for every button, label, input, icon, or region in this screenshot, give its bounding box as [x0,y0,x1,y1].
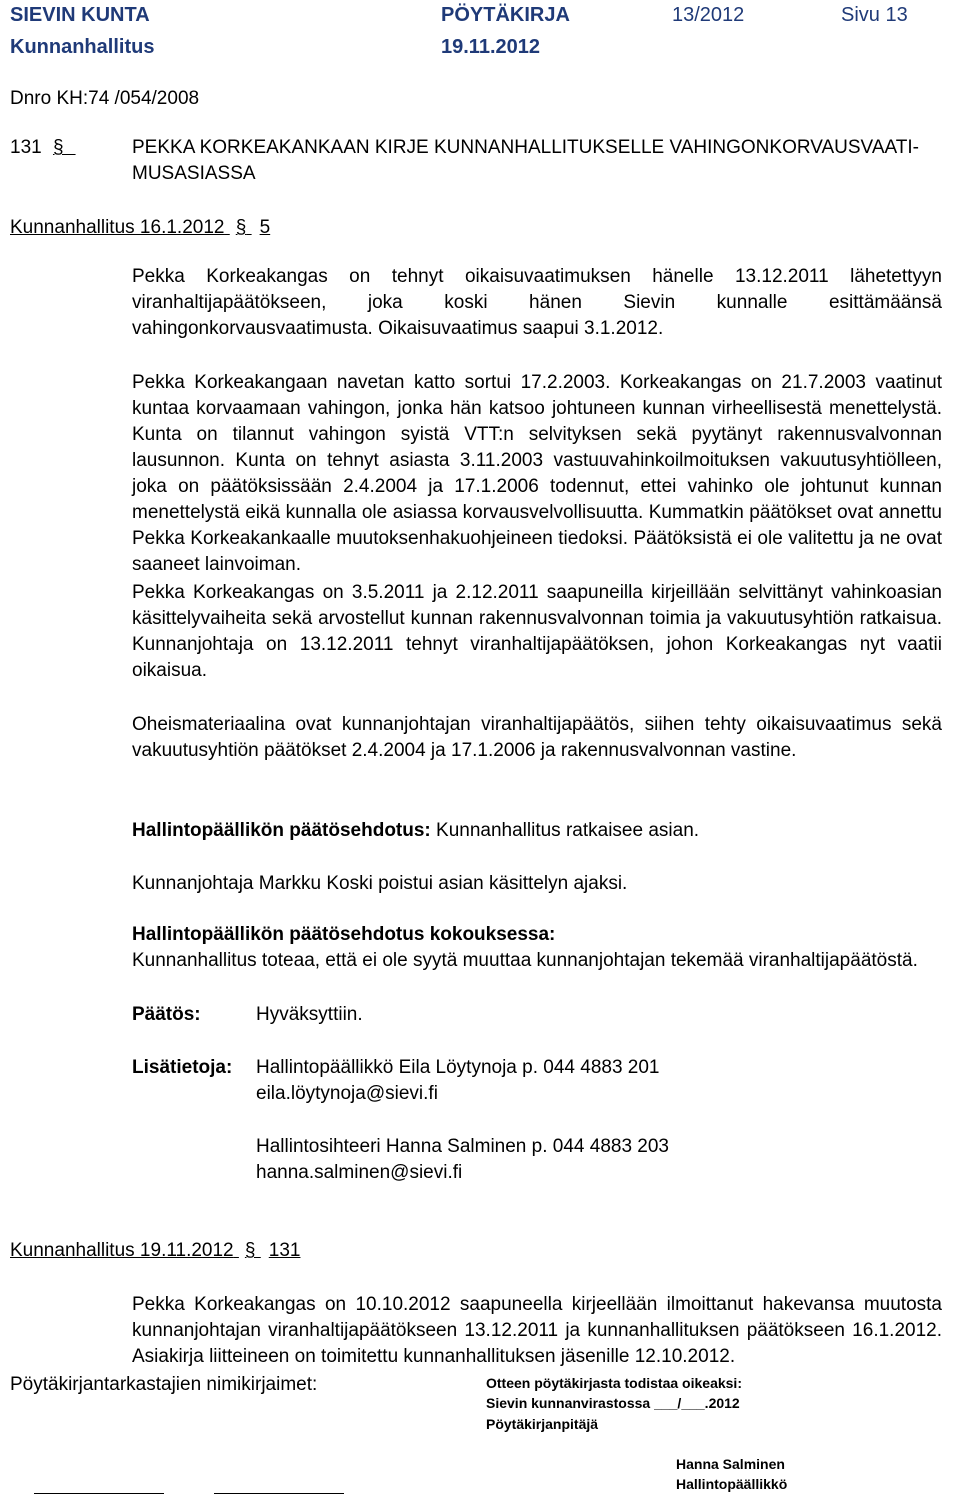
meeting-proposal-label: Hallintopäällikön päätösehdotus kokouksessa: [132,924,556,945]
signer-name: Hanna Salminen [676,1456,785,1472]
decision-label: Päätös: [132,1004,201,1025]
paragraph-3: Pekka Korkeakangas on 3.5.2011 ja 2.12.2011 saapuneilla kirjeillään selvittänyt vahinkoasian käsittelyvaiheita sekä arvostellut kunnan rakennusvalvonnan toimia ja vakuutusyhtiön ratkaisua. Kunnanjohtaja on 13.12.2011 tehnyt viranhaltijapäätöksen, johon Korkeakangas nyt vaatii oikaisua. [132,582,942,681]
signature-line-1 [34,1493,164,1494]
org-name: SIEVIN KUNTA [10,4,150,26]
contact1-email: eila.löytynoja@sievi.fi [256,1083,438,1104]
contact2-email: hanna.salminen@sievi.fi [256,1162,463,1183]
proposal-label: Hallintopäällikön päätösehdotus: [132,820,431,841]
checkers-initials-label: Pöytäkirjantarkastajien nimikirjaimet: [10,1374,318,1395]
section-num: 131 [10,137,42,158]
contact1-line1: Hallintopäällikkö Eila Löytynoja p. 044 4883 201 [256,1057,660,1078]
paragraph-4: Oheismateriaalina ovat kunnanjohtajan viranhaltijapäätös, siihen tehty oikaisuvaatimus sekä vakuutusyhtiön päätökset 2.4.2004 ja 17.1.2006 ja rakennusvalvonnan vastine. [132,714,942,761]
page-number: Sivu 13 [841,4,908,26]
info-label: Lisätietoja: [132,1057,233,1078]
paragraph-2: Pekka Korkeakangaan navetan katto sortui 17.2.2003. Korkeakangas on 21.7.2003 vaatinut kuntaa korvaamaan vahingon, jonka hän katsoo johtuneen kunnan virheellisestä menettelystä. Kunta on tilannut vahingon syistä VTT:n selvityksen sekä pyytänyt rakennusvalvonnan lausunnon. Kunta on tehnyt asiasta 3.11.2003 vastuuvahinkoilmoituksen vakuutusyhtiölleen, joka on päätöksissään 2.4.2004 ja 17.1.2006 todennut, ettei vahinko ole johtunut kunnan menettelystä eikä kunnalla ole asiassa korvausvelvollisuutta. Kummatkin päätökset ovat annettu Pekka Korkeakankaalle muutoksenhakuohjeineen tiedoksi. Päätöksistä ei ole valitettu ja ne ovat saaneet lainvoiman. [132,372,942,575]
certify-line1: Otteen pöytäkirjasta todistaa oikeaksi: [486,1375,742,1391]
meeting-date: 19.11.2012 [441,36,540,58]
section-title-line2: MUSASIASSA [132,163,256,184]
dnro: Dnro KH:74 /054/2008 [10,88,200,109]
section-symbol: § [52,137,76,158]
paragraph-1: Pekka Korkeakangas on tehnyt oikaisuvaatimuksen hänelle 13.12.2011 lähetettyyn viranhaltijapäätökseen, joka koski hänen Sievin kunnalle esittämäänsä vahingonkorvausvaatimusta. Oikaisuvaatimus saapui 3.1.2012. [132,266,942,339]
signature-line-2 [214,1493,344,1494]
certify-line2: Sievin kunnanvirastossa ___/___.2012 [486,1395,740,1411]
disqualification-note: Kunnanjohtaja Markku Koski poistui asian käsittelyn ajaksi. [132,873,628,894]
proposal-text: Kunnanhallitus ratkaisee asian. [436,820,700,841]
meeting-body: Kunnanhallitus [10,36,155,58]
meeting-proposal-text: Kunnanhallitus toteaa, että ei ole syytä muuttaa kunnanjohtajan tekemää viranhaltijapäätöstä. [132,950,918,971]
proposal [132,818,699,844]
signer-title: Hallintopäällikkö [676,1476,788,1492]
section-title-line1: PEKKA KORKEAKANKAAN KIRJE KUNNANHALLITUKSELLE VAHINGONKORVAUSVAATI- [132,137,919,158]
doc-type: PÖYTÄKIRJA [441,4,570,26]
section-number [10,135,76,161]
prev-meeting-ref: Kunnanhallitus 16.1.2012 § 5 [10,217,271,238]
record-keeper: Pöytäkirjanpitäjä [486,1416,599,1432]
doc-number: 13/2012 [672,4,745,26]
current-meeting-ref: Kunnanhallitus 19.11.2012 § 131 [10,1240,301,1261]
decision-text: Hyväksyttiin. [256,1004,363,1025]
paragraph-5: Pekka Korkeakangas on 10.10.2012 saapuneella kirjeellään ilmoittanut hakevansa muutosta kunnanjohtajan viranhaltijapäätökseen 13.12.2011 ja kunnanhallituksen päätökseen 16.1.2012. Asiakirja liitteineen on toimitettu kunnanhallituksen jäsenille 12.10.2012. [132,1294,942,1367]
contact2-line1: Hallintosihteeri Hanna Salminen p. 044 4883 203 [256,1136,669,1157]
